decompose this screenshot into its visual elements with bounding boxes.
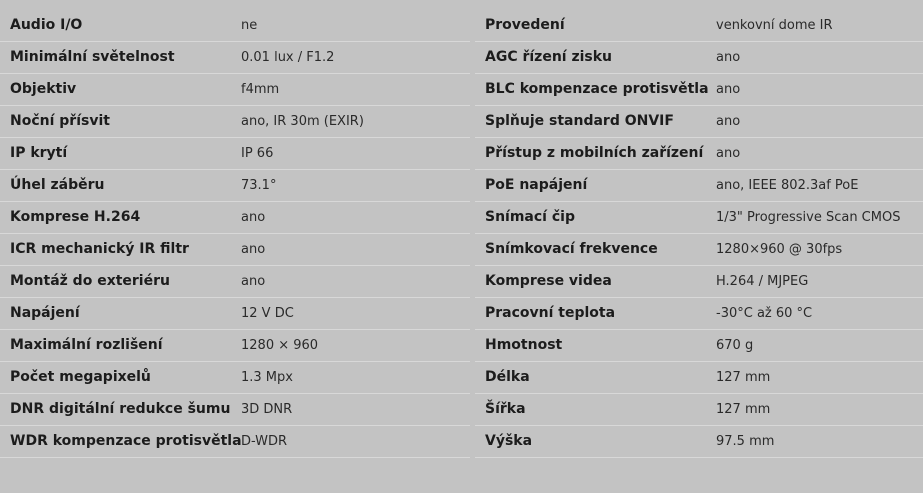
spec-row — [475, 138, 923, 170]
spec-value: ne — [241, 18, 258, 33]
spec-row — [475, 362, 923, 394]
spec-label: Provedení — [485, 17, 565, 33]
spec-row — [475, 266, 923, 298]
spec-value: ano — [241, 210, 266, 225]
spec-value: ano, IEEE 802.3af PoE — [716, 178, 859, 193]
spec-value: 0.01 lux / F1.2 — [241, 50, 335, 65]
spec-value: 127 mm — [716, 402, 771, 417]
spec-label: PoE napájení — [485, 177, 588, 193]
spec-row — [475, 426, 923, 458]
spec-row — [475, 202, 923, 234]
spec-value: ano, IR 30m (EXIR) — [241, 114, 364, 129]
spec-label: Montáž do exteriéru — [10, 273, 170, 289]
spec-label: Komprese videa — [485, 273, 612, 289]
spec-row — [475, 330, 923, 362]
spec-label: Hmotnost — [485, 337, 563, 353]
spec-row — [0, 426, 470, 458]
spec-label: Snímací čip — [485, 209, 575, 225]
spec-row — [0, 330, 470, 362]
spec-row — [475, 394, 923, 426]
spec-label: Objektiv — [10, 81, 77, 97]
spec-row — [475, 74, 923, 106]
spec-label: AGC řízení zisku — [485, 49, 613, 65]
spec-value: 1280×960 @ 30fps — [716, 242, 843, 257]
spec-label: Audio I/O — [10, 17, 83, 33]
spec-row — [0, 74, 470, 106]
spec-value: ano — [716, 114, 741, 129]
spec-label: Délka — [485, 369, 530, 385]
spec-label: Minimální světelnost — [10, 49, 175, 65]
spec-row — [0, 202, 470, 234]
spec-row — [0, 298, 470, 330]
spec-value: IP 66 — [241, 146, 274, 161]
spec-value: ano — [716, 50, 741, 65]
spec-row — [475, 106, 923, 138]
spec-column-right — [475, 10, 923, 458]
spec-label: Pracovní teplota — [485, 305, 616, 321]
spec-value: 1.3 Mpx — [241, 370, 293, 385]
spec-row — [475, 42, 923, 74]
spec-value: 12 V DC — [241, 306, 294, 321]
spec-label: BLC kompenzace protisvětla — [485, 81, 709, 97]
spec-label: WDR kompenzace protisvětla — [10, 433, 242, 449]
spec-label: Počet megapixelů — [10, 369, 151, 385]
spec-value: 97.5 mm — [716, 434, 775, 449]
spec-row — [0, 394, 470, 426]
spec-row — [0, 10, 470, 42]
spec-row — [0, 234, 470, 266]
spec-label: DNR digitální redukce šumu — [10, 401, 231, 417]
spec-label: Šířka — [485, 401, 526, 417]
spec-column-left — [0, 10, 470, 458]
spec-label: Splňuje standard ONVIF — [485, 113, 674, 129]
spec-label: Maximální rozlišení — [10, 337, 163, 353]
spec-value: ano — [716, 82, 741, 97]
spec-row — [0, 266, 470, 298]
spec-value: ano — [716, 146, 741, 161]
spec-value: 670 g — [716, 338, 754, 353]
spec-label: IP krytí — [10, 145, 68, 161]
spec-value: 127 mm — [716, 370, 771, 385]
spec-row — [0, 138, 470, 170]
spec-value: 3D DNR — [241, 402, 293, 417]
spec-label: Noční přísvit — [10, 113, 110, 129]
spec-label: Snímkovací frekvence — [485, 241, 658, 257]
spec-row — [475, 298, 923, 330]
spec-row — [0, 106, 470, 138]
spec-value: H.264 / MJPEG — [716, 274, 809, 289]
spec-row — [0, 42, 470, 74]
spec-label: ICR mechanický IR filtr — [10, 241, 189, 257]
spec-row — [0, 362, 470, 394]
spec-value: ano — [241, 274, 266, 289]
spec-label: Komprese H.264 — [10, 209, 141, 225]
spec-value: 1/3" Progressive Scan CMOS — [716, 210, 901, 225]
spec-row — [0, 170, 470, 202]
spec-row — [475, 234, 923, 266]
spec-value: f4mm — [241, 82, 280, 97]
spec-row — [475, 170, 923, 202]
spec-label: Přístup z mobilních zařízení — [485, 145, 704, 161]
spec-value: 1280 × 960 — [241, 338, 319, 353]
spec-value: venkovní dome IR — [716, 18, 833, 33]
spec-row — [475, 10, 923, 42]
spec-value: D-WDR — [241, 434, 288, 449]
spec-label: Napájení — [10, 305, 80, 321]
spec-value: 73.1° — [241, 178, 277, 193]
spec-value: -30°C až 60 °C — [716, 306, 813, 321]
spec-label: Výška — [485, 433, 533, 449]
spec-value: ano — [241, 242, 266, 257]
spec-label: Úhel záběru — [10, 177, 105, 193]
